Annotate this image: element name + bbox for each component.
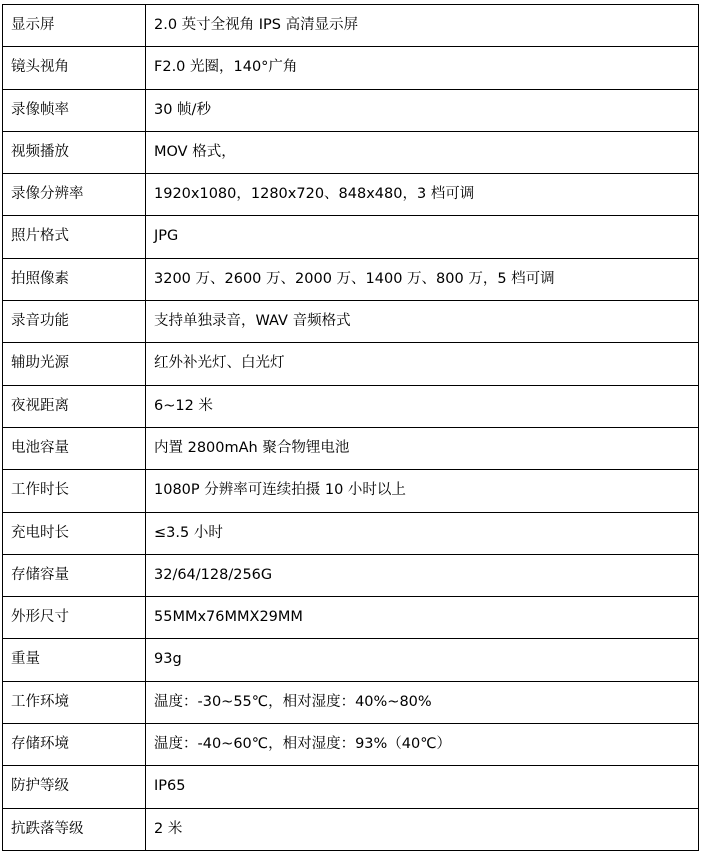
- spec-value: 6~12 米: [146, 385, 699, 427]
- table-row: [3, 131, 699, 173]
- table-row: [3, 427, 699, 469]
- spec-label: 存储环境: [3, 724, 146, 766]
- table-row: [3, 597, 699, 639]
- spec-value: 红外补光灯、白光灯: [146, 343, 699, 385]
- spec-value: 2 米: [146, 808, 699, 850]
- spec-label: 显示屏: [3, 5, 146, 47]
- spec-label: 防护等级: [3, 766, 146, 808]
- spec-label: 拍照像素: [3, 258, 146, 300]
- table-row: [3, 47, 699, 89]
- spec-label: 夜视距离: [3, 385, 146, 427]
- spec-value: 内置 2800mAh 聚合物锂电池: [146, 427, 699, 469]
- spec-value: 55MMx76MMX29MM: [146, 597, 699, 639]
- table-row: [3, 343, 699, 385]
- spec-label: 重量: [3, 639, 146, 681]
- spec-table-body: [3, 5, 699, 851]
- table-row: [3, 512, 699, 554]
- spec-label: 外形尺寸: [3, 597, 146, 639]
- spec-value: 93g: [146, 639, 699, 681]
- spec-table: [2, 4, 699, 851]
- spec-value: 1080P 分辨率可连续拍摄 10 小时以上: [146, 470, 699, 512]
- spec-label: 辅助光源: [3, 343, 146, 385]
- table-row: [3, 554, 699, 596]
- spec-label: 电池容量: [3, 427, 146, 469]
- spec-label: 录像分辨率: [3, 174, 146, 216]
- spec-label: 工作环境: [3, 681, 146, 723]
- spec-value: 30 帧/秒: [146, 89, 699, 131]
- spec-label: 录像帧率: [3, 89, 146, 131]
- spec-label: 录音功能: [3, 301, 146, 343]
- spec-label: 充电时长: [3, 512, 146, 554]
- spec-value: ≤3.5 小时: [146, 512, 699, 554]
- table-row: [3, 385, 699, 427]
- spec-value: 3200 万、2600 万、2000 万、1400 万、800 万，5 档可调: [146, 258, 699, 300]
- table-row: [3, 174, 699, 216]
- spec-label: 工作时长: [3, 470, 146, 512]
- table-row: [3, 301, 699, 343]
- table-row: [3, 258, 699, 300]
- table-row: [3, 639, 699, 681]
- spec-label: 镜头视角: [3, 47, 146, 89]
- spec-value: 支持单独录音，WAV 音频格式: [146, 301, 699, 343]
- table-row: [3, 470, 699, 512]
- spec-value: JPG: [146, 216, 699, 258]
- table-row: [3, 724, 699, 766]
- table-row: [3, 681, 699, 723]
- table-row: [3, 766, 699, 808]
- spec-value: 温度：-30~55℃，相对湿度：40%~80%: [146, 681, 699, 723]
- spec-value: MOV 格式，: [146, 131, 699, 173]
- spec-value: 1920x1080，1280x720、848x480，3 档可调: [146, 174, 699, 216]
- spec-value: F2.0 光圈，140°广角: [146, 47, 699, 89]
- table-row: [3, 808, 699, 850]
- spec-value: IP65: [146, 766, 699, 808]
- spec-label: 抗跌落等级: [3, 808, 146, 850]
- spec-label: 视频播放: [3, 131, 146, 173]
- table-row: [3, 216, 699, 258]
- spec-label: 存储容量: [3, 554, 146, 596]
- spec-label: 照片格式: [3, 216, 146, 258]
- table-row: [3, 5, 699, 47]
- spec-value: 2.0 英寸全视角 IPS 高清显示屏: [146, 5, 699, 47]
- spec-value: 温度：-40~60℃，相对湿度：93%（40℃）: [146, 724, 699, 766]
- table-row: [3, 89, 699, 131]
- spec-value: 32/64/128/256G: [146, 554, 699, 596]
